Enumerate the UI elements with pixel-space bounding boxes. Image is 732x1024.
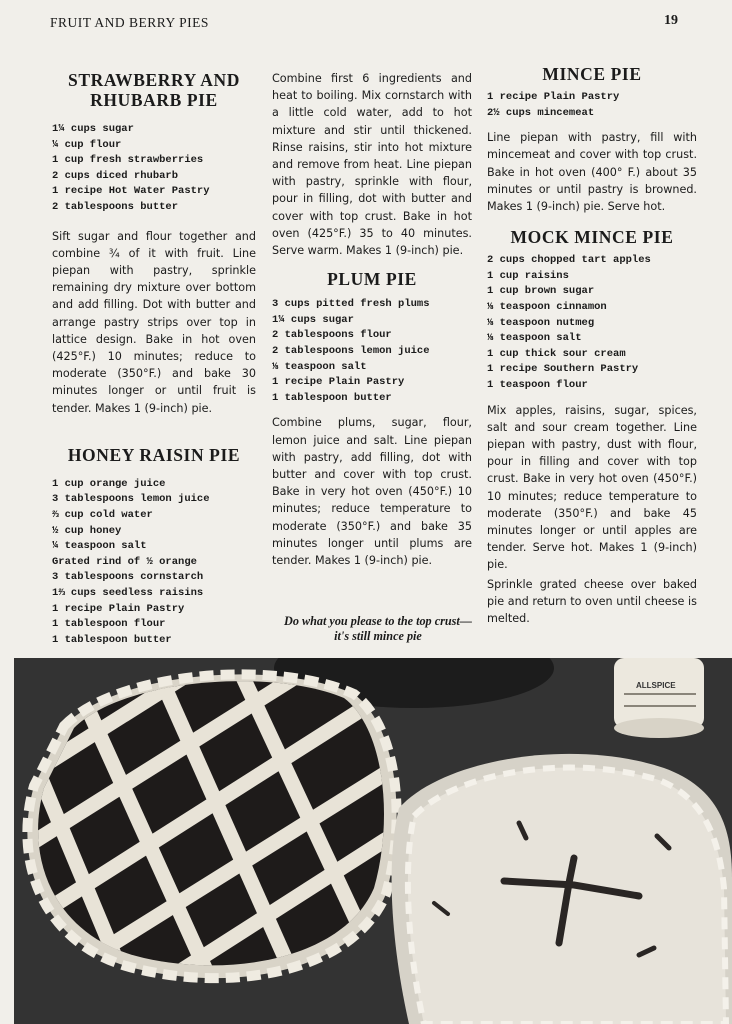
directions: Mix apples, raisins, sugar, spices, salt and sour cream together. Line piepan with pastry, dust with flour, pour in filling and cover with top crust. Bake in very hot oven (450°F.) 10 minutes; reduce temperature to moderate (350°F.) and bake 45 minutes longer or until apples are tender. Serve hot. Makes 1 (9-inch) pie. bbox=[487, 403, 697, 572]
spice-shaker bbox=[614, 658, 704, 738]
page-number: 19 bbox=[664, 13, 678, 28]
recipe-mince-pie bbox=[487, 64, 697, 215]
ingredient: ¼ cup flour bbox=[52, 138, 122, 151]
ingredient-list bbox=[487, 90, 697, 121]
ingredient: 1¼ cups sugar bbox=[52, 123, 134, 135]
ingredient: 1 tablespoon flour bbox=[52, 618, 166, 631]
pies-photograph bbox=[14, 658, 732, 1024]
photo-caption: Do what you please to the top crust—it's still mince pie bbox=[284, 614, 472, 643]
ingredient: 1 recipe Southern Pastry bbox=[487, 363, 639, 376]
ingredient: Grated rind of ½ orange bbox=[52, 555, 197, 568]
ingredient: ⅛ teaspoon salt bbox=[487, 332, 582, 345]
lattice-pie bbox=[24, 658, 404, 988]
recipe-honey-raisin-pie bbox=[52, 445, 256, 649]
ingredient: 3 tablespoons lemon juice bbox=[52, 493, 210, 506]
recipe-strawberry-rhubarb-pie bbox=[52, 70, 256, 417]
recipe-title: MOCK MINCE PIE bbox=[510, 227, 674, 248]
directions: Combine plums, sugar, flour, lemon juice and salt. Line piepan with pastry, add filling, dot with butter and cover with top crust. Bake in very hot oven (450°F.) 10 minutes; reduce temperature to moderate (350°F.) and bake 35 minutes longer until plums are tender. Makes 1 (9-inch) pie. bbox=[272, 416, 472, 568]
ingredient: ⅛ teaspoon salt bbox=[272, 360, 367, 373]
recipe-plum-pie bbox=[272, 269, 472, 569]
column-right bbox=[487, 64, 697, 627]
ingredient: ½ cup honey bbox=[52, 524, 122, 537]
ingredient: 1 tablespoon butter bbox=[272, 391, 392, 404]
ingredient: 1¼ cups sugar bbox=[272, 313, 354, 326]
column-middle bbox=[272, 70, 472, 569]
recipe-title: MINCE PIE bbox=[542, 64, 642, 84]
recipe-mock-mince-pie bbox=[487, 227, 697, 627]
ingredient: 1 recipe Plain Pastry bbox=[487, 91, 620, 103]
ingredient: 1 cup thick sour cream bbox=[487, 347, 626, 360]
ingredient: 2 tablespoons lemon juice bbox=[272, 345, 430, 358]
directions: Sift sugar and flour together and combine ¾ of it with fruit. Line piepan with pastry, sprinkle remaining dry mixture over bottom and add filling. Dot with butter and arrange pastry strips over top in lattice design. Bake in hot oven (425°F.) 10 minutes; reduce to moderate (350°F.) and bake 30 minutes longer or until fruit is tender. Makes 1 (9-inch) pie. bbox=[52, 229, 256, 415]
ingredient: 1 recipe Hot Water Pastry bbox=[52, 185, 210, 198]
shaker-label: ALLSPICE bbox=[636, 681, 676, 690]
ingredient: ⅛ teaspoon cinnamon bbox=[487, 300, 607, 313]
ingredient-list bbox=[52, 122, 256, 216]
ingredient: 1 tablespoon butter bbox=[52, 633, 172, 646]
directions-cheese: Sprinkle grated cheese over baked pie and return to oven until cheese is melted. bbox=[487, 577, 697, 625]
ingredient: 1 teaspoon flour bbox=[487, 378, 588, 391]
ingredient: 1 recipe Plain Pastry bbox=[52, 602, 185, 615]
ingredient: 3 cups pitted fresh plums bbox=[272, 298, 430, 311]
ingredient: 1 cup brown sugar bbox=[487, 285, 595, 298]
ingredient: 1 cup raisins bbox=[487, 269, 569, 282]
mince-pie-top-crust bbox=[392, 754, 732, 1024]
honey-raisin-directions: Combine first 6 ingredients and heat to boiling. Mix cornstarch with a little cold water, add to hot mixture and stir until thickened. Rinse raisins, stir into hot mixture and remove from heat. Line piepan with pastry, sprinkle with flour, pour in filling, dot with butter and cover with top crust. Bake in hot oven (425°F.) 35 to 40 minutes. Serve warm. Makes 1 (9-inch) pie. bbox=[272, 72, 472, 258]
ingredient: 2 cups chopped tart apples bbox=[487, 254, 651, 267]
ingredient: 2 tablespoons flour bbox=[272, 329, 392, 342]
ingredient: 2½ cups mincemeat bbox=[487, 106, 595, 119]
ingredient-list bbox=[272, 297, 472, 406]
ingredient: 2 tablespoons butter bbox=[52, 200, 179, 213]
ingredient: 1 cup orange juice bbox=[52, 477, 166, 490]
recipe-title: HONEY RAISIN PIE bbox=[67, 444, 241, 465]
ingredient: 1⅔ cups seedless raisins bbox=[52, 586, 204, 599]
recipe-title: PLUM PIE bbox=[327, 269, 417, 290]
ingredient: ¼ teaspoon salt bbox=[52, 540, 147, 553]
ingredient: 1 cup fresh strawberries bbox=[52, 154, 204, 167]
recipe-title: STRAWBERRY AND RHUBARB PIE bbox=[68, 70, 240, 110]
ingredient: 3 tablespoons cornstarch bbox=[52, 571, 204, 584]
section-title: FRUIT AND BERRY PIES bbox=[50, 15, 209, 30]
ingredient-list bbox=[487, 253, 697, 393]
pies-photo-illustration bbox=[14, 658, 732, 1024]
ingredient-list bbox=[52, 477, 256, 649]
ingredient: ⅔ cup cold water bbox=[52, 508, 153, 521]
directions: Line piepan with pastry, fill with mincemeat and cover with top crust. Bake in hot oven (400° F.) about 35 minutes or until pastry is browned. Makes 1 (9-inch) pie. Serve hot. bbox=[487, 131, 697, 213]
column-left bbox=[52, 70, 256, 648]
ingredient: ⅛ teaspoon nutmeg bbox=[487, 316, 595, 329]
ingredient: 1 recipe Plain Pastry bbox=[272, 376, 405, 389]
ingredient: 2 cups diced rhubarb bbox=[52, 169, 179, 182]
